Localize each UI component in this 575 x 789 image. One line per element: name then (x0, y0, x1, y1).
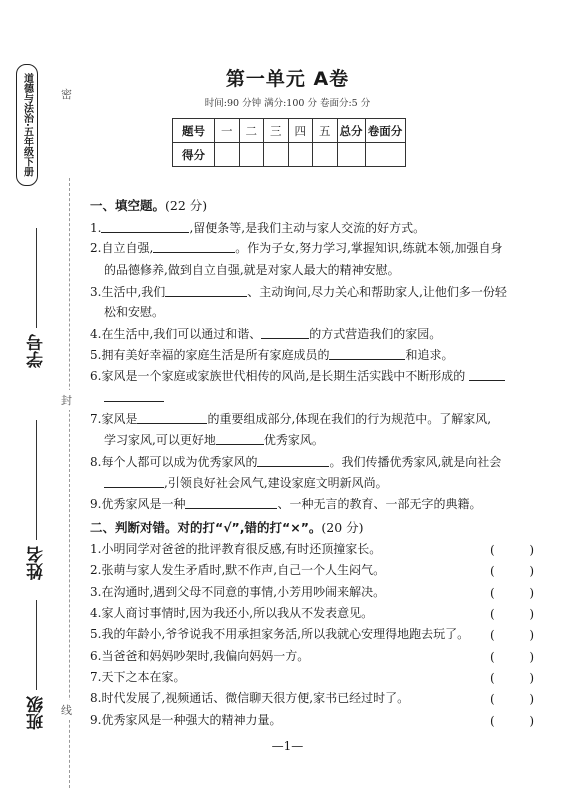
answer-blank[interactable] (257, 455, 329, 467)
exam-meta: 时间:90 分钟 满分:100 分 卷面分:5 分 (204, 98, 371, 109)
answer-paren[interactable]: ( ) (490, 543, 534, 557)
judge-item: 9.优秀家风是一种强大的精神力量。 (90, 713, 282, 727)
section2-points: (20 分) (321, 520, 364, 535)
score-header-cell: 题号 (173, 119, 215, 143)
score-header-cell: 卷面分 (365, 119, 405, 143)
fill-question-6: 6.家风是一个家庭或家族世代相传的风尚,是长期生活实践中不断形成的 (90, 369, 550, 383)
judge-item: 2.张萌与家人发生矛盾时,默不作声,自己一个人生闷气。 (90, 563, 386, 577)
answer-blank[interactable] (329, 348, 405, 360)
score-header-cell: 总分 (337, 119, 365, 143)
section1-heading (90, 196, 207, 214)
class-label: 班级 (27, 696, 47, 730)
answer-blank[interactable] (104, 390, 164, 402)
answer-paren[interactable]: ( ) (490, 671, 534, 685)
judge-item: 3.在沟通时,遇到父母不同意的事情,小芳用吵闹来解决。 (90, 585, 386, 599)
fill-question-4: 4.在生活中,我们可以通过和谐、 的方式营造我们的家园。 (90, 327, 442, 341)
fill-question-6-cont (104, 390, 164, 404)
fill-question-8: 8.每个人都可以成为优秀家风的 。我们传播优秀家风,就是向社会 (90, 455, 502, 469)
fill-question-9: 9.优秀家风是一种 、一种无言的教育、一部无字的典籍。 (90, 497, 482, 511)
fill-question-5: 5.拥有美好幸福的家庭生活是所有家庭成员的 和追求。 (90, 348, 454, 362)
answer-blank[interactable] (153, 241, 235, 253)
score-header-cell: 五 (313, 119, 338, 143)
score-header-cell: 三 (264, 119, 289, 143)
judge-item: 1.小明同学对爸爸的批评教育很反感,有时还顶撞家长。 (90, 542, 382, 556)
judge-item: 6.当爸爸和妈妈吵架时,我偏向妈妈一方。 (90, 649, 310, 663)
student-id-field[interactable] (24, 228, 49, 368)
class-field[interactable] (24, 600, 49, 730)
section2-heading (90, 518, 364, 536)
score-header-cell: 四 (288, 119, 313, 143)
judge-item: 5.我的年龄小,爷爷说我不用承担家务活,所以我就心安理得地跑去玩了。 (90, 627, 470, 641)
seal-char-mi: 密 (61, 84, 72, 104)
fill-question-7: 7.家风是 的重要组成部分,体现在我们的行为规范中。了解家风, (90, 412, 492, 426)
section1-points: (22 分) (165, 198, 208, 213)
section1-title: 一、填空题。 (90, 198, 166, 213)
score-table (172, 118, 406, 167)
answer-paren[interactable]: ( ) (490, 714, 534, 728)
name-field[interactable] (24, 420, 49, 580)
score-row-label: 得分 (173, 143, 215, 167)
answer-blank[interactable] (165, 285, 247, 297)
book-label: 道德与法治·五年级下册 (21, 73, 33, 177)
seal-dashed-line (69, 178, 70, 788)
score-header-cell: 二 (239, 119, 264, 143)
answer-paren[interactable]: ( ) (490, 650, 534, 664)
score-cell[interactable] (264, 143, 289, 167)
answer-paren[interactable]: ( ) (490, 607, 534, 621)
answer-blank[interactable] (104, 476, 164, 488)
answer-blank[interactable] (469, 369, 505, 381)
fill-question-7-cont: 学习家风,可以更好地 优秀家风。 (104, 433, 324, 447)
score-cell[interactable] (337, 143, 365, 167)
seal-char-feng: 封 (61, 390, 72, 410)
name-label: 姓名 (27, 546, 47, 580)
score-header-row (173, 119, 406, 143)
fill-question-1: 1. ,留便条等,是我们主动与家人交流的好方式。 (90, 221, 426, 235)
answer-blank[interactable] (216, 433, 264, 445)
score-cell[interactable] (365, 143, 405, 167)
score-cell[interactable] (313, 143, 338, 167)
page-title: 第一单元 A卷 (225, 68, 350, 90)
answer-blank[interactable] (101, 221, 189, 233)
fill-question-2-cont: 的品德修养,做到自立自强,就是对家人最大的精神安慰。 (104, 263, 400, 277)
answer-blank[interactable] (185, 497, 277, 509)
answer-paren[interactable]: ( ) (490, 586, 534, 600)
score-cell[interactable] (239, 143, 264, 167)
score-value-row (173, 143, 406, 167)
answer-paren[interactable]: ( ) (490, 628, 534, 642)
answer-blank[interactable] (137, 412, 207, 424)
section2-title: 二、判断对错。对的打“√”,错的打“×”。 (90, 520, 322, 535)
fill-question-8-cont: ,引领良好社会风气,建设家庭文明新风尚。 (104, 476, 388, 490)
answer-paren[interactable]: ( ) (490, 692, 534, 706)
answer-paren[interactable]: ( ) (490, 564, 534, 578)
judge-item: 4.家人商讨事情时,因为我还小,所以我从不发表意见。 (90, 606, 374, 620)
seal-char-xian: 线 (61, 700, 72, 720)
student-id-label: 学号 (27, 334, 47, 368)
fill-question-3: 3.生活中,我们 、主动询问,尽力关心和帮助家人,让他们多一份轻 (90, 285, 507, 299)
fill-question-3-cont: 松和安慰。 (104, 305, 165, 319)
judge-item: 7.天下之本在家。 (90, 670, 186, 684)
answer-blank[interactable] (261, 327, 309, 339)
score-cell[interactable] (288, 143, 313, 167)
judge-item: 8.时代发展了,视频通话、微信聊天很方便,家书已经过时了。 (90, 691, 410, 705)
score-cell[interactable] (215, 143, 240, 167)
fill-question-2: 2.自立自强, 。作为子女,努力学习,掌握知识,练就本领,加强自身 (90, 241, 503, 255)
score-header-cell: 一 (215, 119, 240, 143)
page-number: —1— (271, 739, 304, 753)
